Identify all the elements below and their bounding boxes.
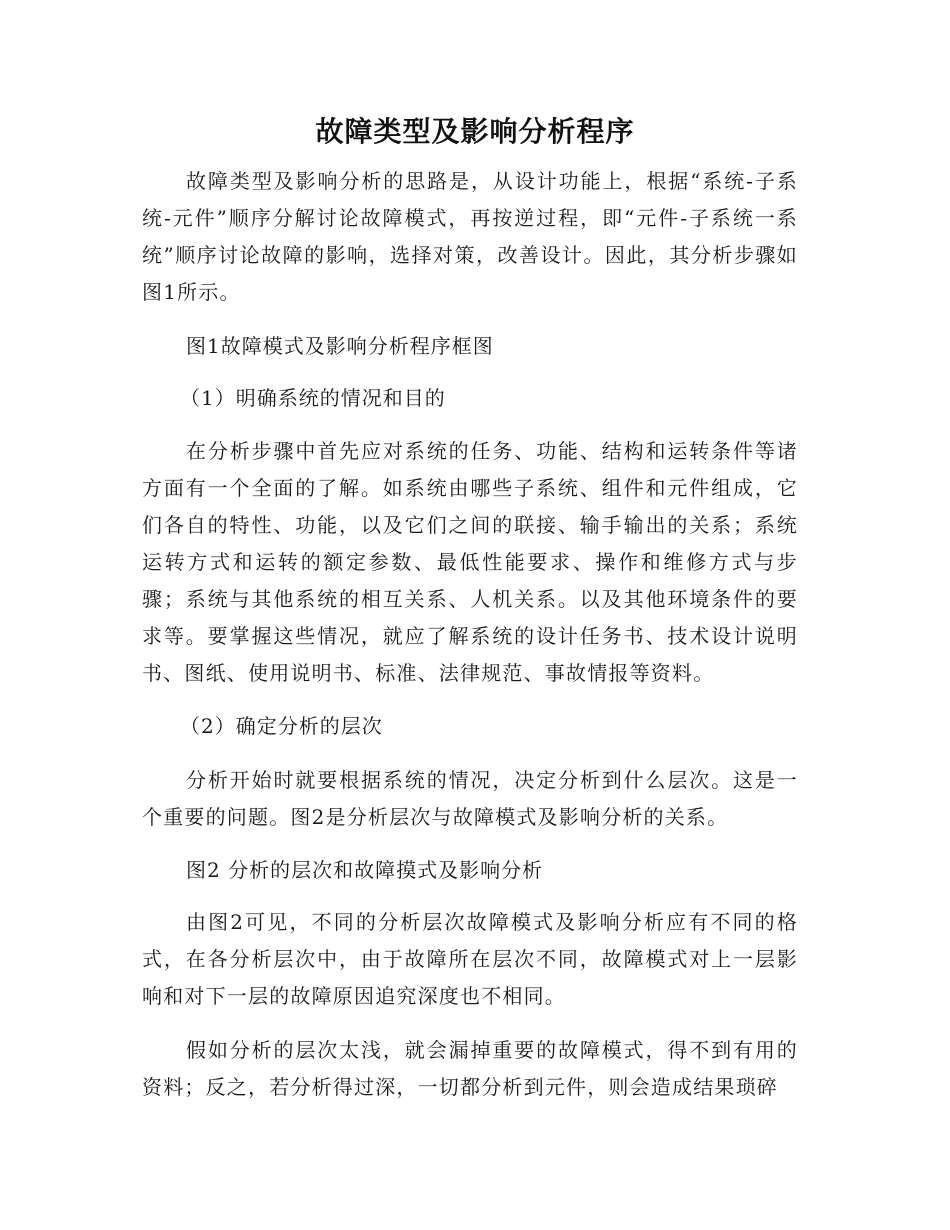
section-1-heading: （1）明确系统的情况和目的 <box>180 386 446 410</box>
document-title: 故障类型及影响分析程序 <box>315 115 635 148</box>
figure-2-caption: 图2 分析的层次和故障摸式及影响分析 <box>186 858 544 882</box>
paragraph-intro: 故障类型及影响分析的思路是，从设计功能上，根据“系统-子系统-元件”顺序分解讨论故障模式，再按逆过程，即“元件-子系统一系统”顺序讨论故障的影响，选择对策，改善设计。因此，其分析步骤如图1所示。 <box>142 169 798 304</box>
figure-1-caption: 图1故障模式及影响分析程序框图 <box>186 334 494 358</box>
paragraph-analysis-level: 分析开始时就要根据系统的情况，决定分析到什么层次。这是一个重要的问题。图2是分析层次与故障模式及影响分析的关系。 <box>142 768 798 829</box>
paragraph-figure-2-explanation: 由图2可见，不同的分析层次故障模式及影响分析应有不同的格式，在各分析层次中，由于故障所在层次不同，故障模式对上一层影响和对下一层的故障原因追究深度也不相同。 <box>142 910 798 1008</box>
paragraph-system-overview: 在分析步骤中首先应对系统的任务、功能、结构和运转条件等诸方面有一个全面的了解。如系统由哪些子系统、组件和元件组成，它们各自的特性、功能，以及它们之间的联接、输手输出的关系；系统运转方式和运转的额定参数、最低性能要求、操作和维修方式与步骤；系统与其他系统的相互关系、人机关系。以及其他环境条件的要求等。要掌握这些情况，就应了解系统的设计任务书、技术设计说明书、图纸、使用说明书、标准、法律规范、事故情报等资料。 <box>142 439 798 685</box>
section-2-heading: （2）确定分析的层次 <box>180 714 383 738</box>
paragraph-analysis-depth: 假如分析的层次太浅，就会漏掉重要的故障模式，得不到有用的资料；反之，若分析得过深，一切都分析到元件，则会造成结果琐碎 <box>142 1038 798 1099</box>
